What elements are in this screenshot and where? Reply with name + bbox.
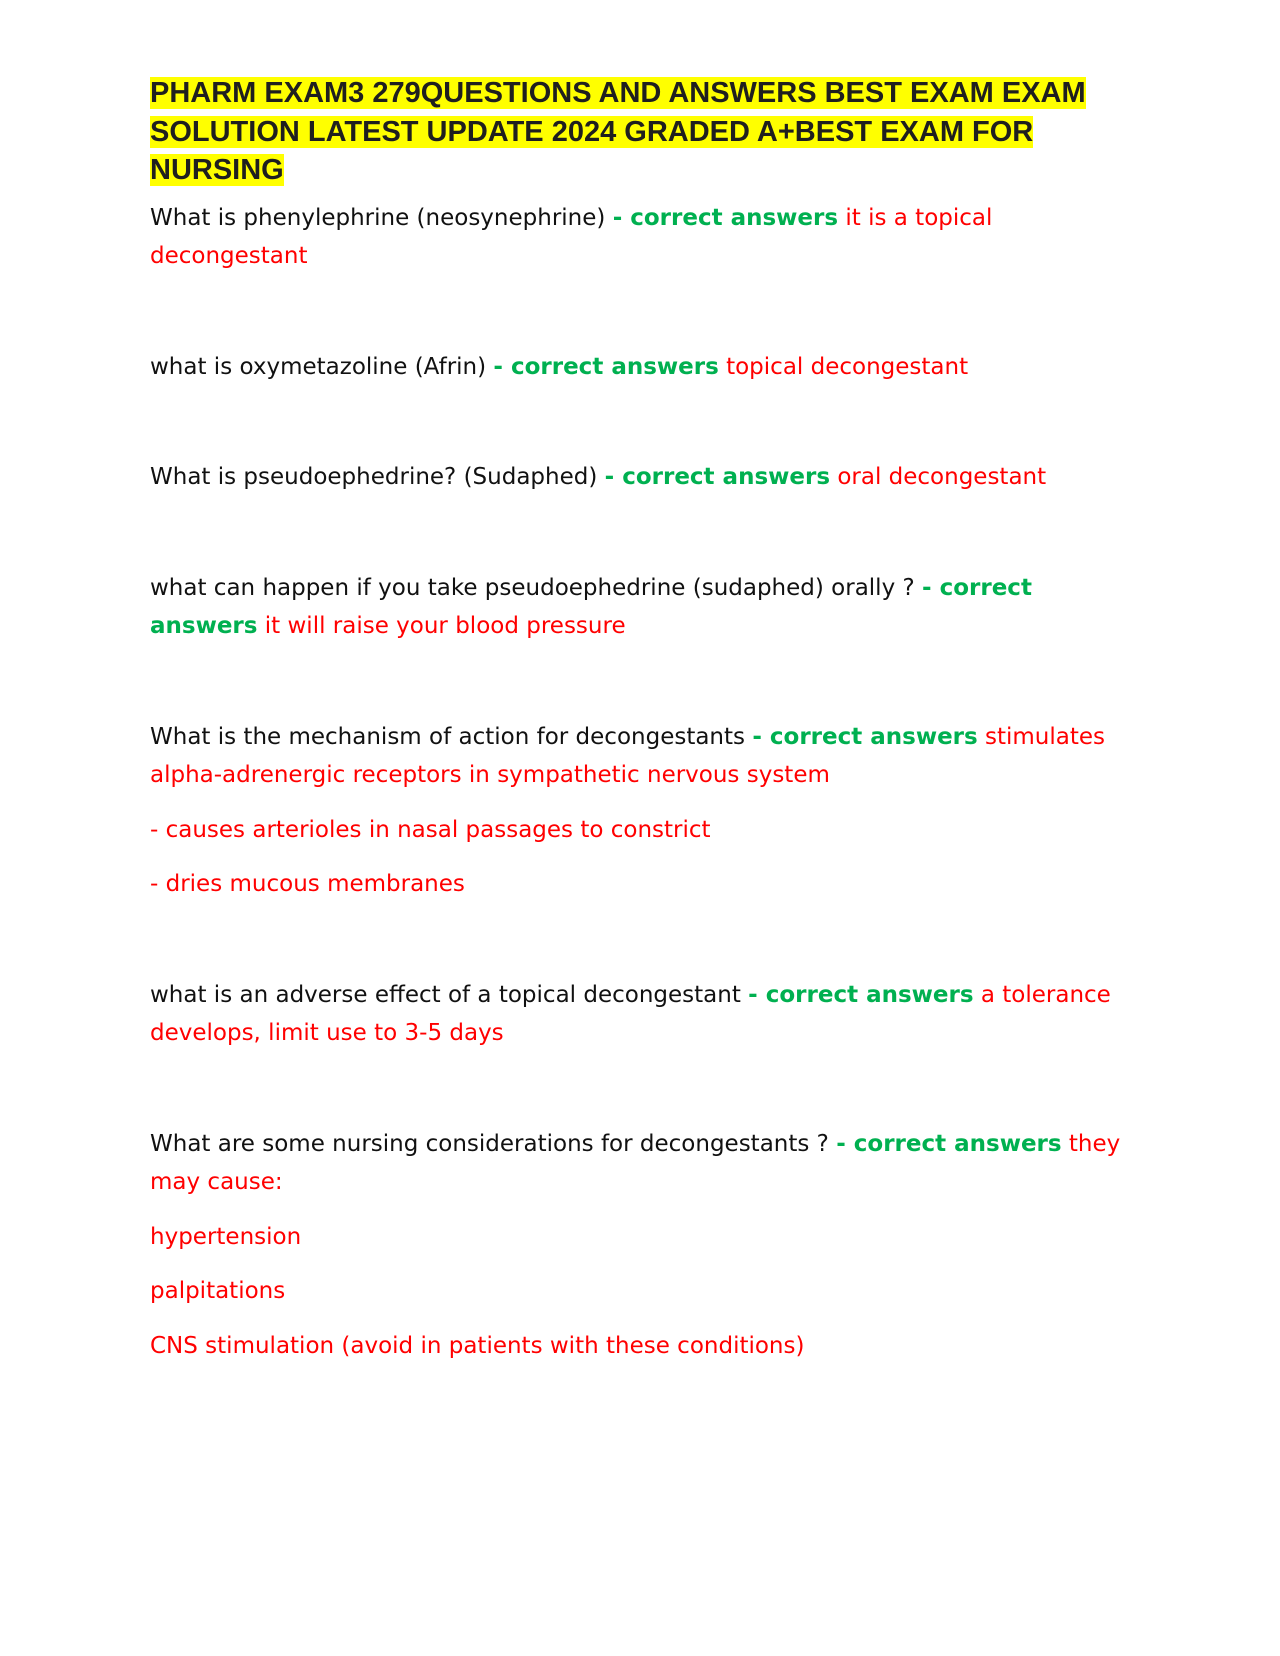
title-highlight: PHARM EXAM3 279QUESTIONS AND ANSWERS BEST EXAM EXAM SOLUTION LATEST UPDATE 2024 GRADED A+BEST EXAM FOR NURSING	[150, 77, 1086, 186]
answer-extra-line: - causes arterioles in nasal passages to constrict	[150, 816, 711, 843]
answer-text: oral decongestant	[830, 464, 1047, 490]
qa-item-oxymetazoline	[150, 348, 1140, 387]
question-text: What are some nursing considerations for decongestants ?	[150, 1130, 837, 1157]
correct-answers-separator: - correct answers	[604, 464, 831, 490]
question-text: What is phenylephrine (neosynephrine)	[150, 204, 613, 231]
correct-answers-separator: - correct answers	[836, 1130, 1062, 1157]
answer-extra-line: hypertension	[150, 1223, 302, 1250]
question-text: what is oxymetazoline (Afrin)	[150, 353, 494, 380]
document-body	[150, 74, 1140, 1365]
qa-item-adverse-effect	[150, 976, 1140, 1053]
answer-text: a tolerance develops, limit use to 3-5 days	[150, 981, 1111, 1046]
correct-answers-separator: - correct answers	[150, 574, 1032, 639]
question-text: what can happen if you take pseudoephedrine (sudaphed) orally ?	[150, 574, 923, 601]
answer-text: stimulates alpha-adrenergic receptors in sympathetic nervous system	[150, 723, 1106, 788]
answer-text: they may cause:	[150, 1130, 1121, 1195]
answer-extra-line: palpitations	[150, 1278, 286, 1304]
qa-item-phenylephrine	[150, 199, 1140, 276]
qa-item-pseudoephedrine	[150, 458, 1140, 497]
correct-answers-separator: - correct answers	[752, 723, 978, 750]
answer-text: it will raise your blood pressure	[257, 613, 626, 639]
question-text: What is pseudoephedrine? (Sudaphed)	[150, 464, 605, 490]
spacer	[150, 904, 1140, 976]
answer-text: topical decongestant	[718, 353, 969, 380]
correct-answers-separator: - correct answers	[493, 353, 719, 380]
qa-item-pseudoephedrine-orally	[150, 569, 1140, 646]
qa-item-mechanism-of-action	[150, 718, 1140, 795]
question-text: What is the mechanism of action for decongestants	[150, 723, 753, 750]
spacer	[150, 386, 1140, 458]
spacer	[150, 276, 1140, 348]
correct-answers-separator: - correct answers	[612, 204, 839, 231]
answer-extra-line: CNS stimulation (avoid in patients with these conditions)	[150, 1332, 805, 1359]
correct-answers-separator: - correct answers	[748, 981, 974, 1008]
spacer	[150, 646, 1140, 718]
answer-text: it is a topical decongestant	[150, 204, 993, 269]
document-title	[150, 74, 1140, 190]
answer-extra-line: - dries mucous membranes	[150, 871, 465, 897]
qa-item-nursing-considerations	[150, 1125, 1140, 1202]
spacer	[150, 1053, 1140, 1125]
spacer	[150, 497, 1140, 569]
question-text: what is an adverse effect of a topical decongestant	[150, 981, 749, 1008]
